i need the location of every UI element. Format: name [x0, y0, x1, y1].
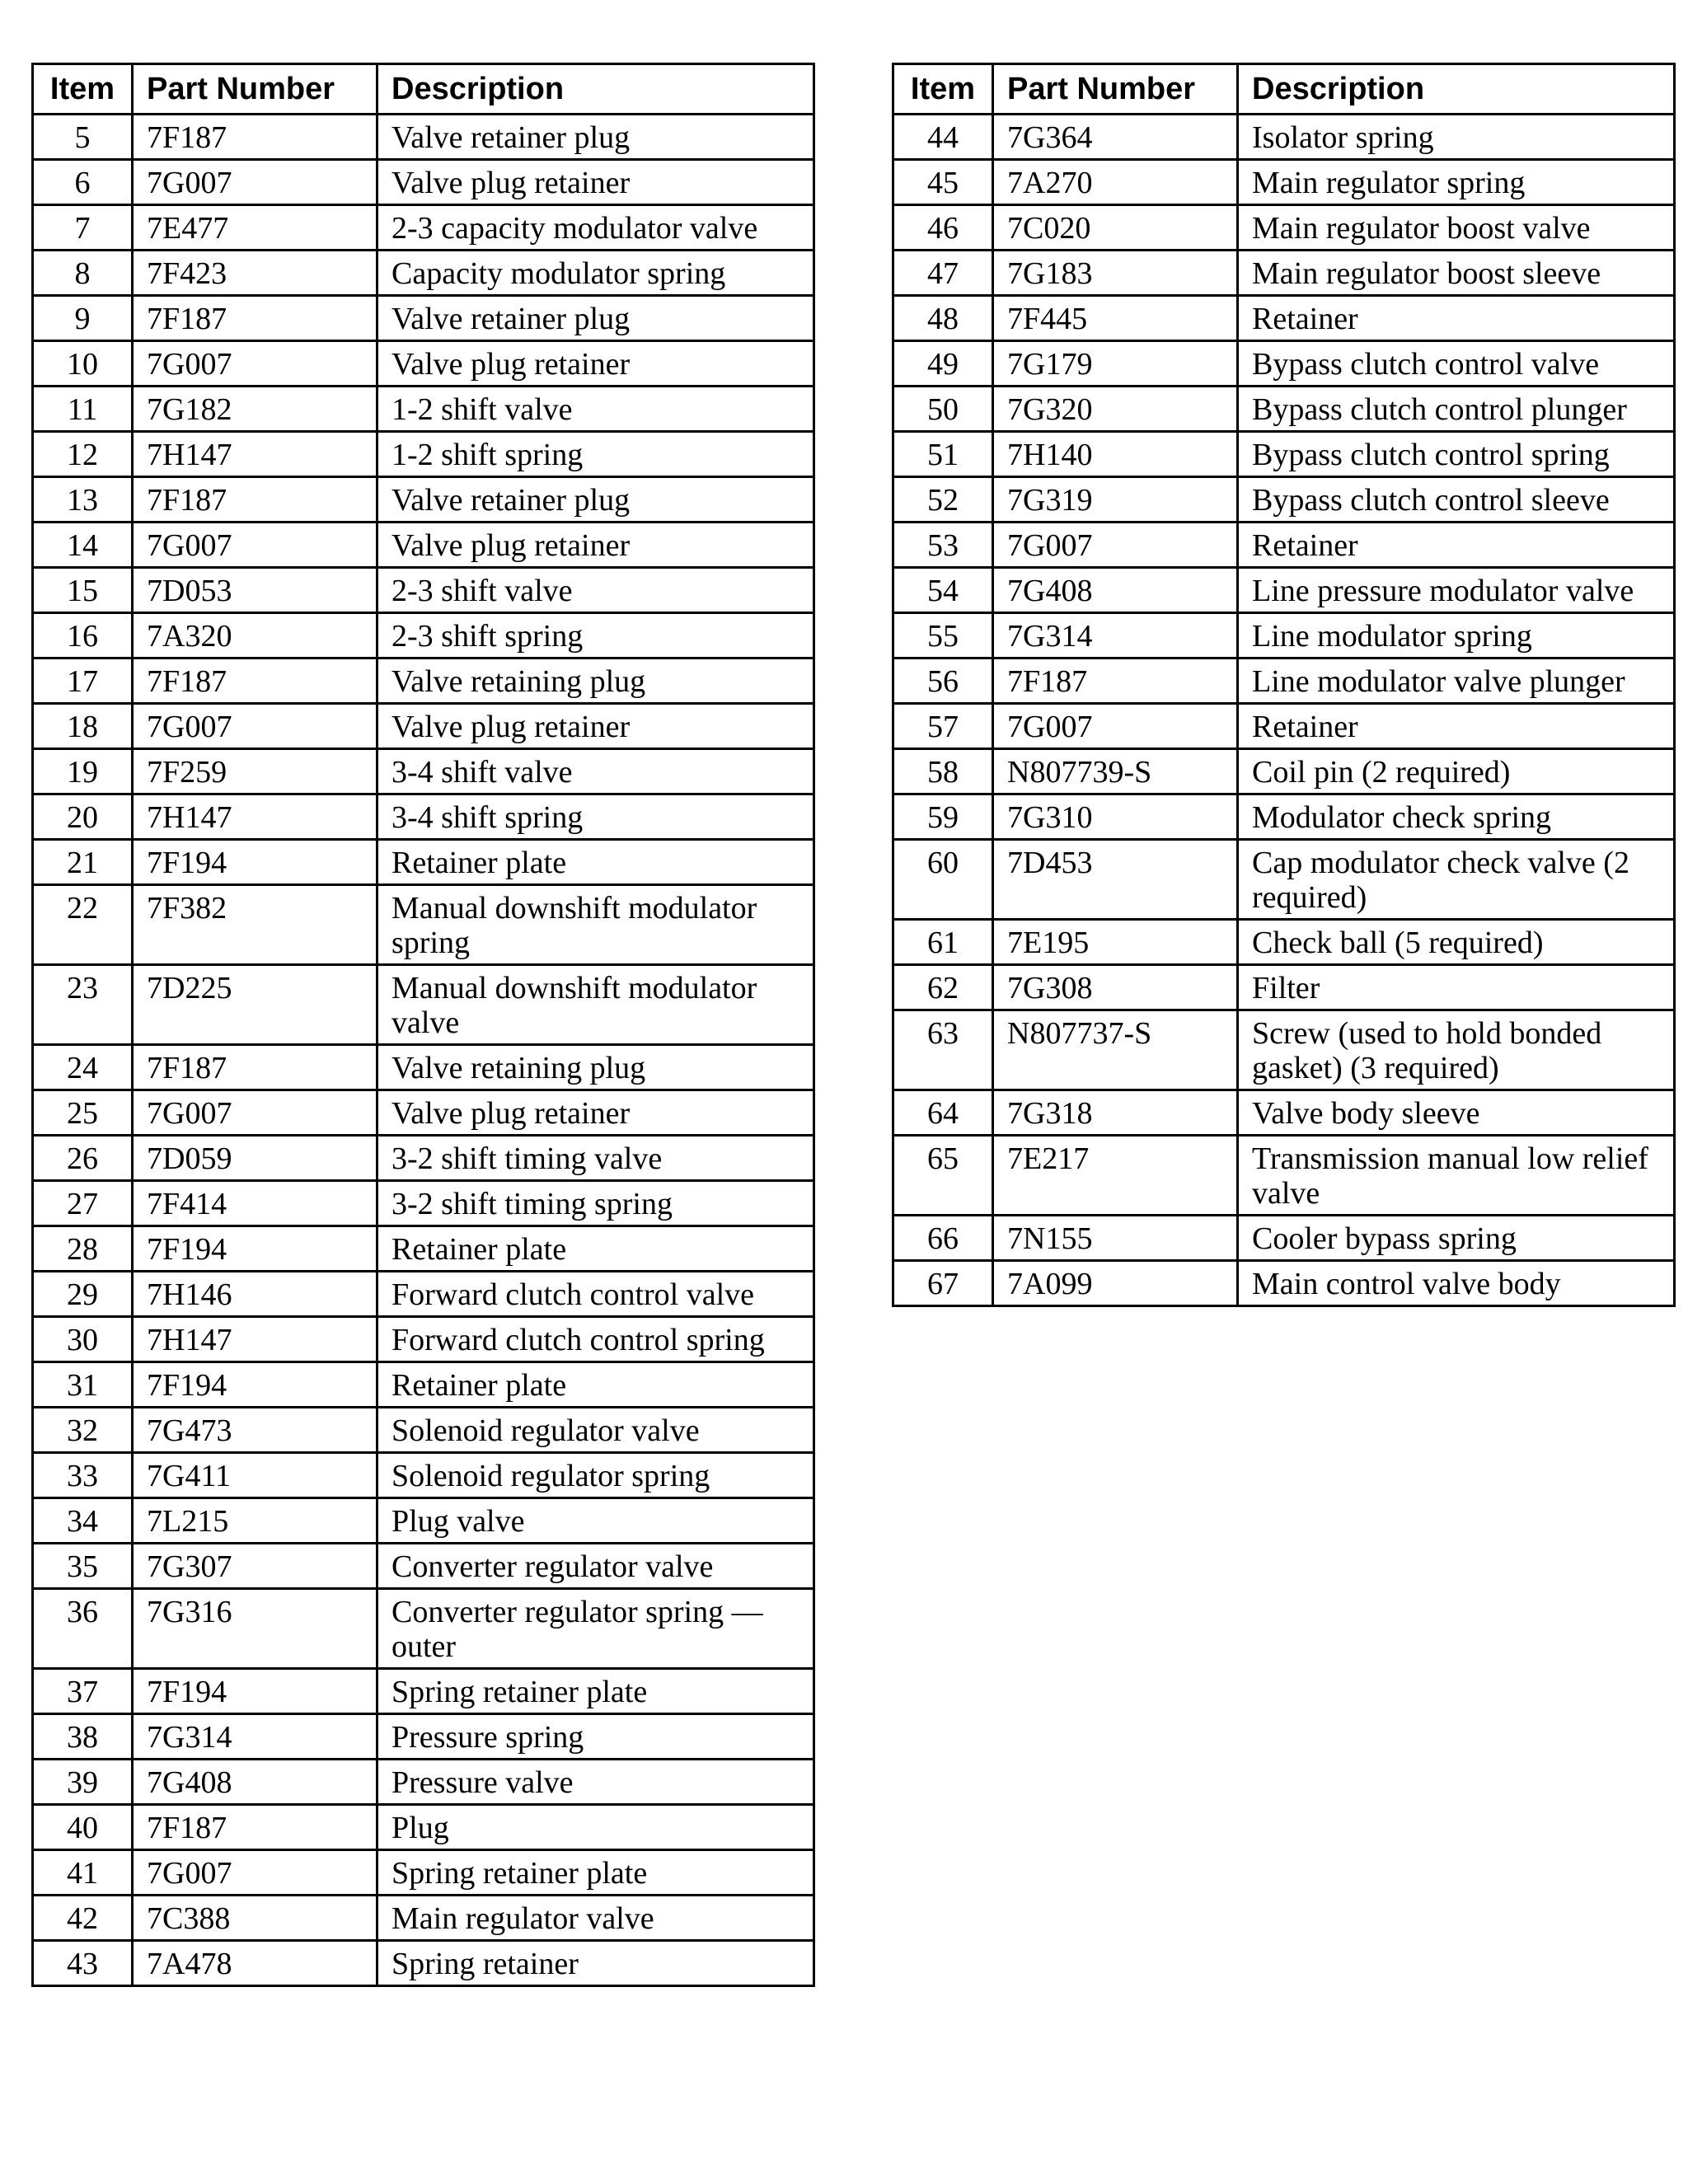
description-cell: 1-2 shift valve [377, 387, 814, 432]
part-number-cell: 7G007 [993, 523, 1238, 568]
description-cell: Pressure valve [377, 1760, 814, 1805]
part-number-cell: 7F194 [133, 1362, 377, 1408]
part-number-cell: 7F187 [993, 658, 1238, 704]
table-row [33, 794, 814, 840]
table-row [33, 1317, 814, 1362]
part-number-cell: 7F187 [133, 658, 377, 704]
item-cell: 13 [33, 477, 133, 523]
table-row [33, 1805, 814, 1850]
part-number-cell: 7A320 [133, 613, 377, 658]
table-row [33, 1589, 814, 1669]
table-row [33, 1362, 814, 1408]
table-row [33, 613, 814, 658]
table-row [893, 840, 1675, 920]
table-row [893, 205, 1675, 251]
description-cell: Solenoid regulator valve [377, 1408, 814, 1453]
table-row [33, 1181, 814, 1226]
table-row [33, 1453, 814, 1498]
table-row [893, 613, 1675, 658]
part-number-cell: 7G179 [993, 341, 1238, 387]
item-cell: 19 [33, 749, 133, 794]
part-number-cell: 7H147 [133, 1317, 377, 1362]
part-number-cell: 7G007 [133, 1850, 377, 1896]
column-header-item: Item [33, 64, 133, 115]
table-row [33, 477, 814, 523]
description-cell: Main control valve body [1238, 1261, 1675, 1306]
description-cell: Converter regulator spring — outer [377, 1589, 814, 1669]
item-cell: 34 [33, 1498, 133, 1544]
description-cell: Spring retainer plate [377, 1850, 814, 1896]
table-row [893, 387, 1675, 432]
description-cell: Valve retaining plug [377, 1045, 814, 1090]
table-row [33, 965, 814, 1045]
part-number-cell: 7E217 [993, 1136, 1238, 1216]
item-cell: 56 [893, 658, 993, 704]
item-cell: 16 [33, 613, 133, 658]
description-cell: Valve plug retainer [377, 523, 814, 568]
part-number-cell: 7D053 [133, 568, 377, 613]
item-cell: 38 [33, 1714, 133, 1760]
part-number-cell: 7H147 [133, 794, 377, 840]
table-row [33, 1760, 814, 1805]
item-cell: 39 [33, 1760, 133, 1805]
table-row [33, 1136, 814, 1181]
part-number-cell: 7G408 [133, 1760, 377, 1805]
item-cell: 31 [33, 1362, 133, 1408]
description-cell: 2-3 shift valve [377, 568, 814, 613]
item-cell: 53 [893, 523, 993, 568]
item-cell: 28 [33, 1226, 133, 1272]
table-row [33, 160, 814, 205]
part-number-cell: 7G183 [993, 251, 1238, 296]
table-row [33, 1669, 814, 1714]
description-cell: Retainer [1238, 523, 1675, 568]
description-cell: Pressure spring [377, 1714, 814, 1760]
part-number-cell: 7G007 [133, 160, 377, 205]
table-row [33, 341, 814, 387]
item-cell: 33 [33, 1453, 133, 1498]
column-header-part-number: Part Number [993, 64, 1238, 115]
table-row [893, 1090, 1675, 1136]
part-number-cell: N807737-S [993, 1010, 1238, 1090]
part-number-cell: 7L215 [133, 1498, 377, 1544]
description-cell: Bypass clutch control sleeve [1238, 477, 1675, 523]
part-number-cell: 7G007 [133, 1090, 377, 1136]
item-cell: 30 [33, 1317, 133, 1362]
description-cell: Plug valve [377, 1498, 814, 1544]
part-number-cell: 7G411 [133, 1453, 377, 1498]
part-number-cell: 7D225 [133, 965, 377, 1045]
description-cell: Forward clutch control valve [377, 1272, 814, 1317]
item-cell: 48 [893, 296, 993, 341]
table-row [893, 1010, 1675, 1090]
description-cell: Manual downshift modulator valve [377, 965, 814, 1045]
part-number-cell: 7G473 [133, 1408, 377, 1453]
description-cell: Cooler bypass spring [1238, 1216, 1675, 1261]
item-cell: 64 [893, 1090, 993, 1136]
part-number-cell: 7G007 [133, 523, 377, 568]
part-number-cell: 7G308 [993, 965, 1238, 1010]
description-cell: Retainer [1238, 704, 1675, 749]
item-cell: 5 [33, 115, 133, 160]
description-cell: Main regulator boost valve [1238, 205, 1675, 251]
table-row [33, 1896, 814, 1941]
item-cell: 26 [33, 1136, 133, 1181]
description-cell: Line modulator valve plunger [1238, 658, 1675, 704]
description-cell: Spring retainer plate [377, 1669, 814, 1714]
item-cell: 11 [33, 387, 133, 432]
item-cell: 6 [33, 160, 133, 205]
description-cell: Screw (used to hold bonded gasket) (3 required) [1238, 1010, 1675, 1090]
item-cell: 44 [893, 115, 993, 160]
part-number-cell: 7A270 [993, 160, 1238, 205]
table-row [33, 432, 814, 477]
description-cell: Valve retainer plug [377, 115, 814, 160]
part-number-cell: 7A478 [133, 1941, 377, 1986]
item-cell: 54 [893, 568, 993, 613]
part-number-cell: 7D059 [133, 1136, 377, 1181]
description-cell: 1-2 shift spring [377, 432, 814, 477]
description-cell: Isolator spring [1238, 115, 1675, 160]
part-number-cell: 7F194 [133, 1669, 377, 1714]
description-cell: Solenoid regulator spring [377, 1453, 814, 1498]
part-number-cell: 7G007 [133, 341, 377, 387]
column-header-description: Description [1238, 64, 1675, 115]
table-row [33, 251, 814, 296]
item-cell: 18 [33, 704, 133, 749]
part-number-cell: 7G319 [993, 477, 1238, 523]
description-cell: Retainer plate [377, 1362, 814, 1408]
description-cell: Retainer plate [377, 840, 814, 885]
table-header-row [893, 64, 1675, 115]
part-number-cell: 7F194 [133, 1226, 377, 1272]
table-row [33, 115, 814, 160]
description-cell: Main regulator valve [377, 1896, 814, 1941]
part-number-cell: 7F259 [133, 749, 377, 794]
part-number-cell: 7D453 [993, 840, 1238, 920]
item-cell: 29 [33, 1272, 133, 1317]
description-cell: Valve body sleeve [1238, 1090, 1675, 1136]
item-cell: 59 [893, 794, 993, 840]
item-cell: 37 [33, 1669, 133, 1714]
item-cell: 25 [33, 1090, 133, 1136]
description-cell: 3-2 shift timing valve [377, 1136, 814, 1181]
description-cell: Valve retaining plug [377, 658, 814, 704]
description-cell: Plug [377, 1805, 814, 1850]
item-cell: 23 [33, 965, 133, 1045]
part-number-cell: 7G182 [133, 387, 377, 432]
item-cell: 66 [893, 1216, 993, 1261]
description-cell: Bypass clutch control valve [1238, 341, 1675, 387]
part-number-cell: 7G314 [133, 1714, 377, 1760]
description-cell: 3-4 shift valve [377, 749, 814, 794]
description-cell: Retainer plate [377, 1226, 814, 1272]
part-number-cell: 7G314 [993, 613, 1238, 658]
description-cell: Bypass clutch control plunger [1238, 387, 1675, 432]
description-cell: Bypass clutch control spring [1238, 432, 1675, 477]
table-row [893, 160, 1675, 205]
description-cell: Valve plug retainer [377, 160, 814, 205]
part-number-cell: 7F187 [133, 115, 377, 160]
part-number-cell: 7F382 [133, 885, 377, 965]
item-cell: 47 [893, 251, 993, 296]
description-cell: Coil pin (2 required) [1238, 749, 1675, 794]
part-number-cell: 7F423 [133, 251, 377, 296]
part-number-cell: 7G310 [993, 794, 1238, 840]
description-cell: Main regulator spring [1238, 160, 1675, 205]
column-header-item: Item [893, 64, 993, 115]
description-cell: Valve retainer plug [377, 296, 814, 341]
table-row [33, 1714, 814, 1760]
table-header-row [33, 64, 814, 115]
parts-table-left [31, 63, 815, 1987]
part-number-cell: 7G316 [133, 1589, 377, 1669]
parts-table-right-body [893, 115, 1675, 1306]
table-row [33, 1408, 814, 1453]
table-row [33, 749, 814, 794]
description-cell: Valve retainer plug [377, 477, 814, 523]
item-cell: 55 [893, 613, 993, 658]
description-cell: 3-4 shift spring [377, 794, 814, 840]
part-number-cell: N807739-S [993, 749, 1238, 794]
table-row [893, 1216, 1675, 1261]
item-cell: 63 [893, 1010, 993, 1090]
table-row [893, 920, 1675, 965]
description-cell: Main regulator boost sleeve [1238, 251, 1675, 296]
part-number-cell: 7G007 [993, 704, 1238, 749]
part-number-cell: 7G307 [133, 1544, 377, 1589]
table-row [893, 296, 1675, 341]
part-number-cell: 7F445 [993, 296, 1238, 341]
table-row [893, 115, 1675, 160]
description-cell: Modulator check spring [1238, 794, 1675, 840]
item-cell: 65 [893, 1136, 993, 1216]
table-row [893, 965, 1675, 1010]
description-cell: Manual downshift modulator spring [377, 885, 814, 965]
item-cell: 9 [33, 296, 133, 341]
table-row [893, 1136, 1675, 1216]
description-cell: Filter [1238, 965, 1675, 1010]
description-cell: Spring retainer [377, 1941, 814, 1986]
part-number-cell: 7G364 [993, 115, 1238, 160]
item-cell: 15 [33, 568, 133, 613]
column-header-part-number: Part Number [133, 64, 377, 115]
table-row [33, 1045, 814, 1090]
description-cell: Line modulator spring [1238, 613, 1675, 658]
part-number-cell: 7G408 [993, 568, 1238, 613]
item-cell: 20 [33, 794, 133, 840]
table-row [33, 885, 814, 965]
item-cell: 40 [33, 1805, 133, 1850]
item-cell: 36 [33, 1589, 133, 1669]
part-number-cell: 7F187 [133, 477, 377, 523]
part-number-cell: 7F187 [133, 1045, 377, 1090]
part-number-cell: 7F194 [133, 840, 377, 885]
item-cell: 45 [893, 160, 993, 205]
description-cell: Capacity modulator spring [377, 251, 814, 296]
item-cell: 35 [33, 1544, 133, 1589]
item-cell: 42 [33, 1896, 133, 1941]
table-row [33, 523, 814, 568]
table-row [33, 568, 814, 613]
table-row [33, 1226, 814, 1272]
description-cell: 2-3 capacity modulator valve [377, 205, 814, 251]
item-cell: 22 [33, 885, 133, 965]
item-cell: 52 [893, 477, 993, 523]
item-cell: 62 [893, 965, 993, 1010]
table-row [33, 296, 814, 341]
table-row [893, 658, 1675, 704]
table-row [33, 205, 814, 251]
item-cell: 58 [893, 749, 993, 794]
description-cell: Forward clutch control spring [377, 1317, 814, 1362]
description-cell: Check ball (5 required) [1238, 920, 1675, 965]
item-cell: 32 [33, 1408, 133, 1453]
table-row [33, 387, 814, 432]
table-row [33, 1272, 814, 1317]
item-cell: 27 [33, 1181, 133, 1226]
table-row [893, 341, 1675, 387]
table-row [893, 1261, 1675, 1306]
part-number-cell: 7F187 [133, 1805, 377, 1850]
table-row [33, 840, 814, 885]
table-row [33, 1498, 814, 1544]
item-cell: 7 [33, 205, 133, 251]
table-row [33, 658, 814, 704]
table-row [893, 251, 1675, 296]
part-number-cell: 7H140 [993, 432, 1238, 477]
item-cell: 46 [893, 205, 993, 251]
description-cell: Cap modulator check valve (2 required) [1238, 840, 1675, 920]
table-row [893, 704, 1675, 749]
table-row [33, 1850, 814, 1896]
item-cell: 8 [33, 251, 133, 296]
description-cell: Valve plug retainer [377, 704, 814, 749]
part-number-cell: 7N155 [993, 1216, 1238, 1261]
item-cell: 50 [893, 387, 993, 432]
table-row [893, 568, 1675, 613]
description-cell: Converter regulator valve [377, 1544, 814, 1589]
table-row [893, 749, 1675, 794]
table-row [33, 704, 814, 749]
description-cell: Valve plug retainer [377, 1090, 814, 1136]
description-cell: 3-2 shift timing spring [377, 1181, 814, 1226]
item-cell: 60 [893, 840, 993, 920]
item-cell: 10 [33, 341, 133, 387]
item-cell: 12 [33, 432, 133, 477]
description-cell: 2-3 shift spring [377, 613, 814, 658]
table-row [33, 1941, 814, 1986]
parts-table-right [892, 63, 1676, 1307]
item-cell: 41 [33, 1850, 133, 1896]
item-cell: 49 [893, 341, 993, 387]
part-number-cell: 7A099 [993, 1261, 1238, 1306]
table-row [33, 1544, 814, 1589]
description-cell: Transmission manual low relief valve [1238, 1136, 1675, 1216]
item-cell: 61 [893, 920, 993, 965]
part-number-cell: 7C388 [133, 1896, 377, 1941]
item-cell: 51 [893, 432, 993, 477]
item-cell: 21 [33, 840, 133, 885]
table-row [893, 794, 1675, 840]
part-number-cell: 7G320 [993, 387, 1238, 432]
description-cell: Line pressure modulator valve [1238, 568, 1675, 613]
item-cell: 67 [893, 1261, 993, 1306]
item-cell: 14 [33, 523, 133, 568]
part-number-cell: 7F187 [133, 296, 377, 341]
description-cell: Valve plug retainer [377, 341, 814, 387]
parts-table-left-body [33, 115, 814, 1986]
part-number-cell: 7H147 [133, 432, 377, 477]
part-number-cell: 7C020 [993, 205, 1238, 251]
table-row [33, 1090, 814, 1136]
table-row [893, 477, 1675, 523]
part-number-cell: 7E477 [133, 205, 377, 251]
part-number-cell: 7F414 [133, 1181, 377, 1226]
table-row [893, 523, 1675, 568]
part-number-cell: 7G007 [133, 704, 377, 749]
item-cell: 43 [33, 1941, 133, 1986]
part-number-cell: 7H146 [133, 1272, 377, 1317]
part-number-cell: 7G318 [993, 1090, 1238, 1136]
part-number-cell: 7E195 [993, 920, 1238, 965]
item-cell: 24 [33, 1045, 133, 1090]
item-cell: 17 [33, 658, 133, 704]
column-header-description: Description [377, 64, 814, 115]
table-row [893, 432, 1675, 477]
description-cell: Retainer [1238, 296, 1675, 341]
item-cell: 57 [893, 704, 993, 749]
